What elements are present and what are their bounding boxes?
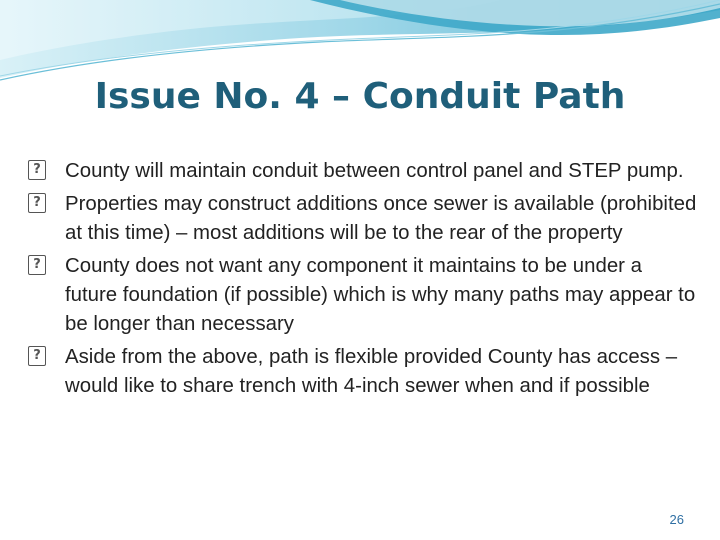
bullet-text: Aside from the above, path is flexible provided County has access – would like to share trench with 4-inch sewer when and if possible bbox=[65, 346, 678, 397]
bullet-item bbox=[28, 157, 698, 186]
bullet-item bbox=[28, 190, 698, 248]
bullet-marker-icon: ? bbox=[28, 193, 46, 213]
bullet-marker-icon: ? bbox=[28, 160, 46, 180]
bullet-text: County will maintain conduit between control panel and STEP pump. bbox=[65, 160, 684, 182]
slide-title: Issue No. 4 – Conduit Path bbox=[94, 76, 626, 117]
bullet-text: County does not want any component it maintains to be under a future foundation (if possible) which is why many paths may appear to be longer than necessary bbox=[65, 255, 696, 335]
bullet-text: Properties may construct additions once sewer is available (prohibited at this time) – most additions will be to the rear of the property bbox=[65, 193, 697, 244]
bullet-marker-icon: ? bbox=[28, 255, 46, 275]
bullet-marker-icon: ? bbox=[28, 346, 46, 366]
bullet-list bbox=[28, 157, 698, 405]
page-number: 26 bbox=[669, 512, 684, 527]
bullet-item bbox=[28, 252, 698, 339]
bullet-item bbox=[28, 343, 698, 401]
